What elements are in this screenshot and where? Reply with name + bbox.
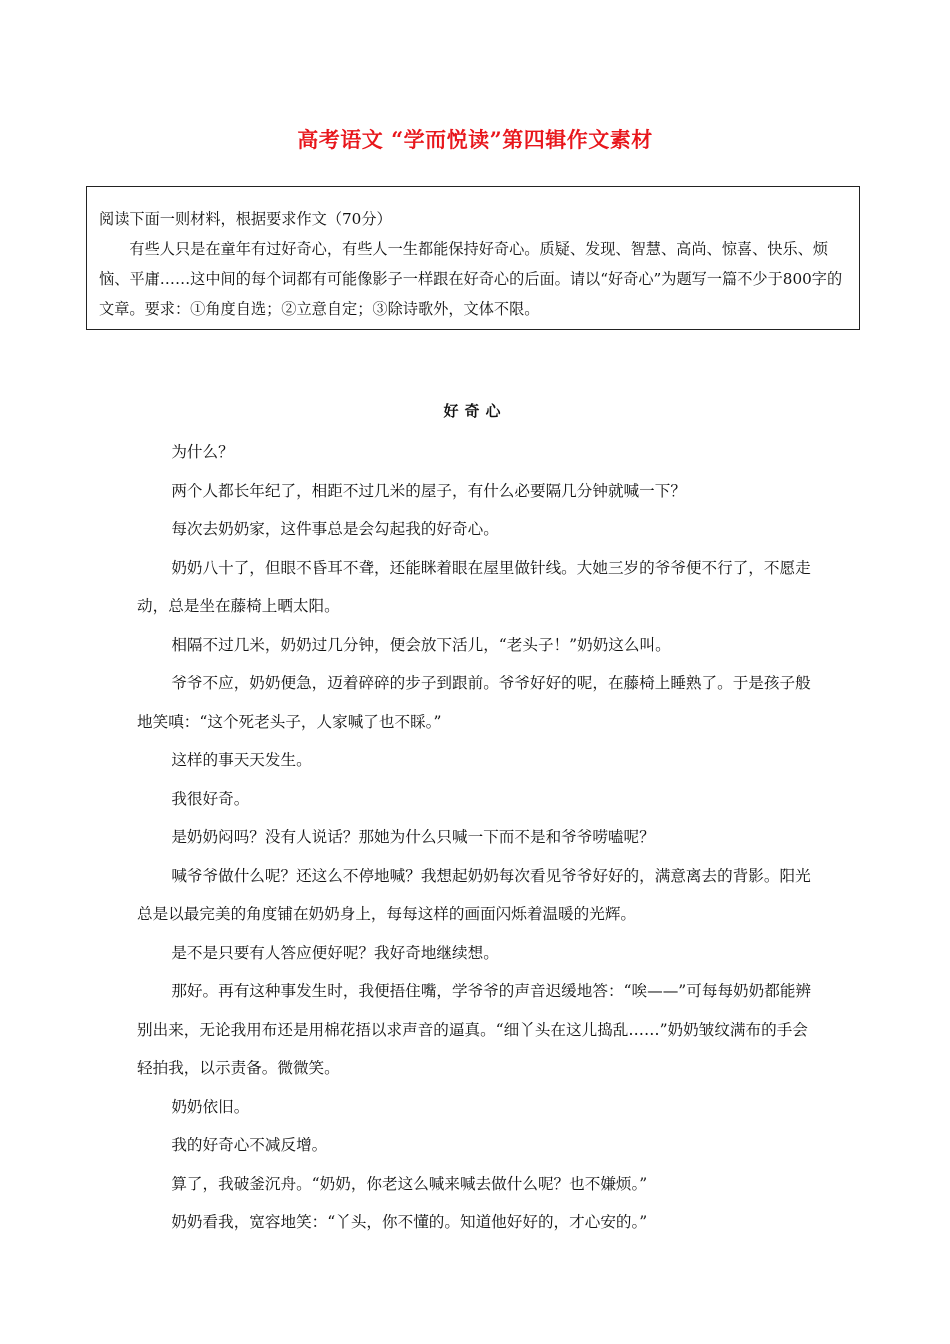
prompt-instruction: 阅读下面一则材料，根据要求作文（70分）	[99, 210, 392, 228]
essay-paragraph: 相隔不过几米，奶奶过几分钟，便会放下活儿，“老头子！”奶奶这么叫。	[171, 635, 671, 654]
essay-paragraph: 算了，我破釜沉舟。“奶奶，你老这么喊来喊去做什么呢？也不嫌烦。”	[171, 1174, 648, 1193]
essay-paragraph: 奶奶依旧。	[171, 1097, 250, 1116]
document-title: 高考语文 “学而悦读”第四辑作文素材	[297, 127, 653, 152]
essay-paragraph: 是不是只要有人答应便好呢？我好奇地继续想。	[171, 943, 499, 962]
essay-paragraph: 我很好奇。	[171, 789, 250, 808]
essay-paragraph: 我的好奇心不减反增。	[171, 1136, 328, 1154]
essay-paragraph: 这样的事天天发生。	[171, 751, 312, 769]
essay-paragraph: 奶奶八十了，但眼不昏耳不聋，还能眯着眼在屋里做针线。大她三岁的爷爷便不行了，不愿走动，总是坐在藤椅上晒太阳。	[137, 558, 811, 615]
essay-paragraph: 两个人都长年纪了，相距不过几米的屋子，有什么必要隔几分钟就喊一下？	[171, 481, 686, 500]
prompt-body: 有些人只是在童年有过好奇心，有些人一生都能保持好奇心。质疑、发现、智慧、高尚、惊喜、快乐、烦恼、平庸……这中间的每个词都有可能像影子一样跟在好奇心的后面。请以“好奇心”为题写一篇不少于800字的文章。要求：①角度自选；②立意自定；③除诗歌外，文体不限。	[99, 240, 843, 318]
essay-paragraph: 那好。再有这种事发生时，我便捂住嘴，学爷爷的声音迟缓地答：“唉——”可每每奶奶都能辨别出来，无论我用布还是用棉花捂以求声音的逼真。“细丫头在这儿捣乱……”奶奶皱纹满布的手会轻拍我，以示责备。微微笑。	[137, 982, 812, 1077]
essay-paragraph: 奶奶看我，宽容地笑：“丫头，你不懂的。知道他好好的，才心安的。”	[171, 1213, 648, 1231]
essay-paragraph: 每次去奶奶家，这件事总是会勾起我的好奇心。	[171, 520, 499, 538]
essay-paragraph: 爷爷不应，奶奶便急，迈着碎碎的步子到跟前。爷爷好好的呢，在藤椅上睡熟了。于是孩子般地笑嗔：“这个死老头子，人家喊了也不睬。”	[137, 674, 811, 731]
prompt-box	[86, 186, 860, 330]
essay-paragraph: 为什么？	[171, 443, 234, 461]
essay-paragraph: 喊爷爷做什么呢？还这么不停地喊？我想起奶奶每次看见爷爷好好的，满意离去的背影。阳光总是以最完美的角度铺在奶奶身上，每每这样的画面闪烁着温暖的光辉。	[137, 866, 811, 923]
essay-paragraph: 是奶奶闷吗？没有人说话？那她为什么只喊一下而不是和爷爷唠嗑呢？	[171, 828, 655, 846]
essay-body	[137, 433, 815, 1242]
essay-title: 好奇心	[443, 402, 507, 420]
